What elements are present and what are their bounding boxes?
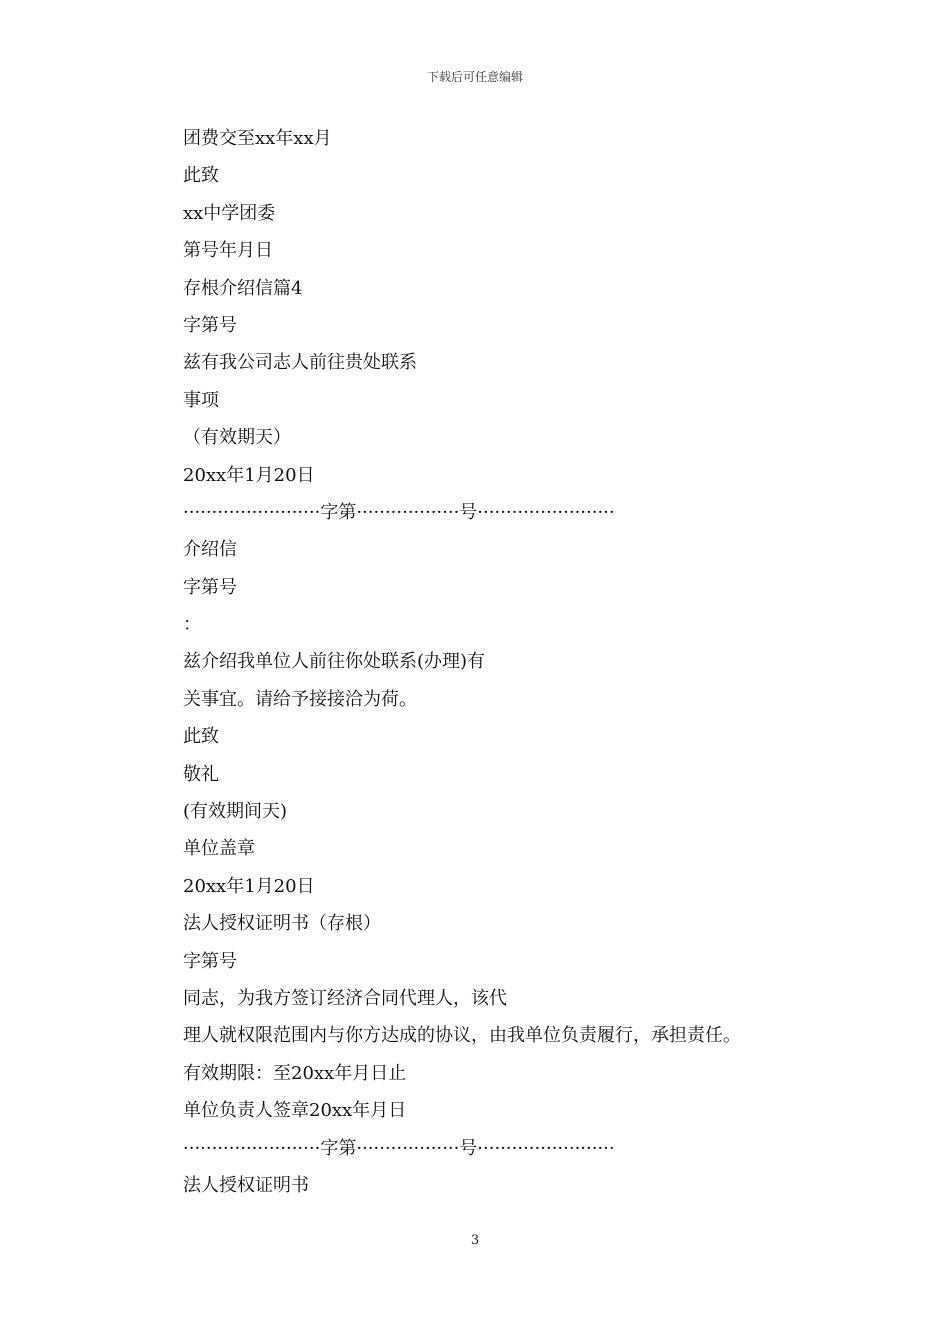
dotted-separator: ························字第··················号························ bbox=[183, 1137, 615, 1159]
text-line: 理人就权限范围内与你方达成的协议，由我单位负责履行，承担责任。 bbox=[183, 1025, 741, 1047]
text-line: 单位负责人签章20xx年月日 bbox=[183, 1100, 407, 1122]
page-number: 3 bbox=[470, 1233, 480, 1248]
text-line: 敬礼 bbox=[183, 763, 219, 785]
section-title: 法人授权证明书（存根） bbox=[183, 913, 381, 935]
page-header: 下载后可任意编辑 bbox=[426, 70, 523, 84]
text-line: ： bbox=[183, 614, 201, 636]
dotted-separator: ························字第··················号························ bbox=[183, 501, 615, 523]
date-line: 20xx年1月20日 bbox=[183, 875, 315, 897]
text-line: 兹介绍我单位人前往你处联系(办理)有 bbox=[183, 651, 486, 673]
text-line: 字第号 bbox=[183, 314, 237, 336]
text-line: 此致 bbox=[183, 726, 219, 748]
text-line: 此致 bbox=[183, 165, 219, 187]
date-line: 20xx年1月20日 bbox=[183, 464, 315, 486]
text-line: 关事宜。请给予接接洽为荷。 bbox=[183, 688, 417, 710]
text-line: 同志，为我方签订经济合同代理人，该代 bbox=[183, 987, 507, 1009]
text-line: 字第号 bbox=[183, 576, 237, 598]
document-body bbox=[183, 120, 803, 1204]
text-line: 团费交至xx年xx月 bbox=[183, 128, 332, 149]
section-title: 存根介绍信篇4 bbox=[183, 277, 303, 299]
text-line: 有效期限：至20xx年月日止 bbox=[183, 1062, 407, 1084]
text-line: xx中学团委 bbox=[183, 202, 276, 224]
text-line: 兹有我公司志人前往贵处联系 bbox=[183, 352, 417, 374]
text-line: （有效期天） bbox=[183, 427, 291, 449]
section-title: 介绍信 bbox=[183, 539, 237, 561]
section-title: 法人授权证明书 bbox=[183, 1174, 309, 1196]
text-line: 字第号 bbox=[183, 950, 237, 972]
text-line: 事项 bbox=[183, 389, 219, 411]
text-line: 第号年月日 bbox=[183, 240, 273, 262]
text-line: 单位盖章 bbox=[183, 838, 255, 860]
text-line: (有效期间天) bbox=[183, 801, 288, 823]
